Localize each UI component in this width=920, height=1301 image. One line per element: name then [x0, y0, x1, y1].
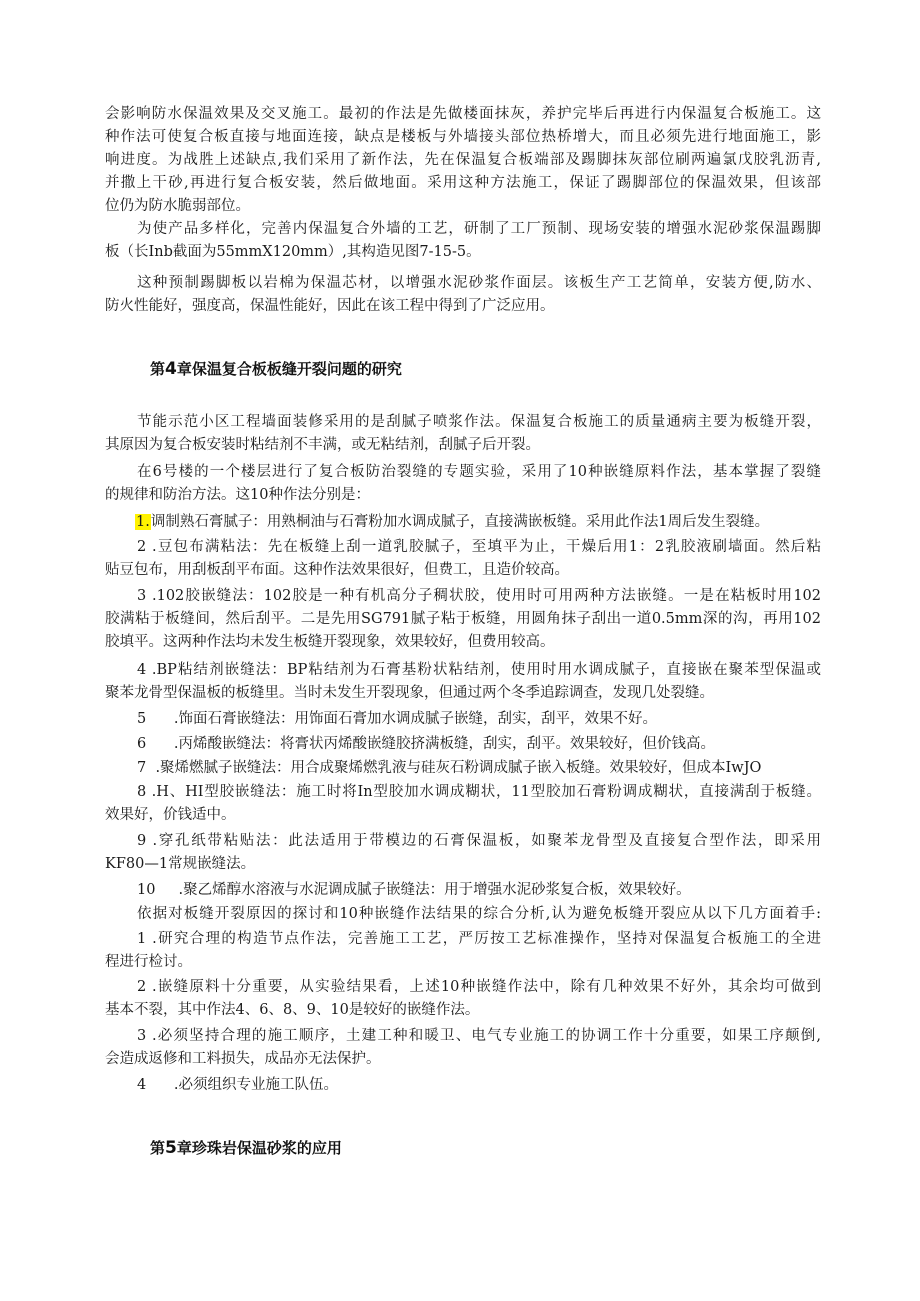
method-item-7: [137, 757, 821, 780]
text-line: 10 .聚乙烯醇水溶液与水泥调成腻子嵌缝法：用于增强水泥砂浆复合板，效果较好。: [137, 882, 691, 898]
text-line: 6 .丙烯酸嵌缝法：将膏状丙烯酸嵌缝胶挤满板缝，刮实，刮平。效果较好，但价钱高。: [137, 736, 715, 752]
text-line: 这种预制踢脚板以岩棉为保温芯材，以增强水泥砂浆作面层。该板生产工艺简单，安装方便,防水、: [137, 275, 821, 291]
text-line: 3 .102胶嵌缝法：102胶是一种有机高分子稠状胶，使用时可用两种方法嵌缝。一是在粘板时用102: [137, 588, 821, 604]
chapter-title: 章保温复合板板缝开裂问题的研究: [176, 360, 402, 378]
text-line: 4 .BP粘结剂嵌缝法：BP粘结剂为石膏基粉状粘结剂，使用时用水调成腻子，直接嵌在聚苯型保温或: [137, 662, 821, 678]
text-line: 聚苯龙骨型保温板的板缝里。当时未发生开裂现象，但通过两个冬季追踪调查，发现几处裂缝。: [105, 685, 714, 701]
method-item-1: [135, 511, 821, 534]
intro-paragraph-2: [105, 218, 821, 264]
text-line: 在6号楼的一个楼层进行了复合板防治裂缝的专题实验，采用了10种嵌缝原料作法，基本掌握了裂缝: [137, 464, 821, 480]
ch4-paragraph-2: [105, 461, 821, 507]
chapter-prefix: 第: [150, 360, 166, 378]
text-line: 并撒上干砂,再进行复合板安装，然后做地面。采用这种方法施工，保证了踢脚部位的保温效果，但该部: [105, 175, 821, 191]
text-line: 响进度。为战胜上述缺点,我们采用了新作法，先在保温复合板端部及踢脚抹灰部位刷两遍氯戊胶乳沥青,: [105, 152, 821, 168]
text-line: 8 .H、HI型胶嵌缝法：施工时将In型胶加水调成糊状，11型胶加石膏粉调成糊状，直接满刮于板缝。: [137, 784, 821, 800]
text-line: 为使产品多样化，完善内保温复合外墙的工艺，研制了工厂预制、现场安装的增强水泥砂浆保温踢脚: [137, 221, 821, 237]
text-line: 基本不裂，其中作法4、6、8、9、10是较好的嵌缝作法。: [105, 1002, 480, 1018]
chapter-4-heading: [150, 358, 402, 379]
text-line: 7 .聚烯燃腻子嵌缝法：用合成聚烯燃乳液与硅灰石粉调成腻子嵌入板缝。效果较好，但成本IwJO: [137, 760, 762, 776]
text-line: 胶填平。这两种作法均未发生板缝开裂现象，效果较好，但费用较高。: [105, 634, 555, 650]
chapter-number: 4: [165, 359, 177, 379]
text-line: 胶满粘于板缝间，然后刮平。二是先用SG791腻子粘于板缝，用圆角抹子刮出一道0.5mm深的沟，再用102: [105, 611, 821, 627]
text-line: 会影响防水保温效果及交叉施工。最初的作法是先做楼面抹灰，养护完毕后再进行内保温复合板施工。这: [105, 106, 821, 122]
text-line: 1 .研究合理的构造节点作法，完善施工工艺，严厉按工艺标准操作，坚持对保温复合板施工的全进: [137, 931, 821, 947]
intro-paragraph-1: [105, 103, 821, 218]
text-line: 种作法可使复合板直接与地面连接，缺点是楼板与外墙接头部位热桥增大，而且必须先进行地面施工，影: [105, 129, 821, 145]
method-item-3: [105, 585, 821, 654]
analysis-paragraph: [105, 903, 821, 926]
chapter-prefix: 第: [150, 1139, 166, 1157]
item-text: 调制熟石膏腻子：用熟桐油与石膏粉加水调成腻子，直接满嵌板缝。采用此作法1周后发生裂缝。: [150, 514, 770, 530]
method-item-9: [105, 830, 821, 876]
chapter-number: 5: [165, 1138, 177, 1158]
chapter-5-heading: [150, 1137, 342, 1158]
intro-paragraph-3: [105, 272, 821, 318]
text-line: [135, 511, 821, 534]
method-item-6: [137, 733, 821, 756]
text-line: 节能示范小区工程墙面装修采用的是刮腻子喷浆作法。保温复合板施工的质量通病主要为板缝开裂，: [137, 414, 821, 430]
method-item-4: [105, 659, 821, 705]
text-line: KF80—1常规嵌缝法。: [105, 856, 256, 872]
text-line: 位仍为防水脆弱部位。: [105, 198, 250, 214]
measure-item-3: [105, 1025, 821, 1071]
text-line: 3 .必须坚持合理的施工顺序，土建工种和暖卫、电气专业施工的协调工作十分重要，如果工序颠倒,: [137, 1028, 821, 1044]
text-line: 程进行检讨。: [105, 954, 192, 970]
method-item-8: [105, 781, 821, 827]
text-line: 依据对板缝开裂原因的探讨和10种嵌缝作法结果的综合分析,认为避免板缝开裂应从以下几方面着手:: [137, 906, 821, 922]
method-item-2: [105, 536, 821, 582]
method-item-10: [137, 879, 821, 902]
text-line: 4 .必须组织专业施工队伍。: [137, 1077, 338, 1093]
text-line: 5 .饰面石膏嵌缝法：用饰面石膏加水调成腻子嵌缝，刮实，刮平，效果不好。: [137, 711, 657, 727]
text-line: 9 .穿孔纸带粘贴法：此法适用于带模边的石膏保温板，如聚苯龙骨型及直接复合型作法，即采用: [137, 833, 821, 849]
text-line: 2 .豆包布满粘法：先在板缝上刮一道乳胶腻子，至填平为止，干燥后用1：2乳胶液刷墙面。然后粘: [137, 539, 821, 555]
text-line: 的规律和防治方法。这10种作法分别是：: [105, 487, 370, 503]
method-item-5: [137, 708, 821, 731]
text-line: 防火性能好，强度高，保温性能好，因此在该工程中得到了广泛应用。: [105, 298, 555, 314]
text-line: 板（长Inb截面为55mmX120mm）,其构造见图7-15-5。: [105, 244, 481, 260]
ch4-paragraph-1: [105, 411, 821, 457]
measure-item-4: [137, 1074, 821, 1097]
text-line: 贴豆包布，用刮板刮平布面。这种作法效果很好，但费工，且造价较高。: [105, 562, 569, 578]
text-line: 2 .嵌缝原料十分重要，从实验结果看，上述10种嵌缝作法中，除有几种效果不好外，其余均可做到: [137, 979, 821, 995]
chapter-title: 章珍珠岩保温砂浆的应用: [176, 1139, 342, 1157]
text-line: 会造成返修和工料损失，成品亦无法保护。: [105, 1051, 381, 1067]
measure-item-2: [105, 976, 821, 1022]
text-line: 其原因为复合板安装时粘结剂不丰满，或无粘结剂，刮腻子后开裂。: [105, 437, 540, 453]
highlighted-number: 1.: [136, 514, 150, 530]
measure-item-1: [105, 928, 821, 974]
text-line: 效果好，价钱适中。: [105, 807, 236, 823]
